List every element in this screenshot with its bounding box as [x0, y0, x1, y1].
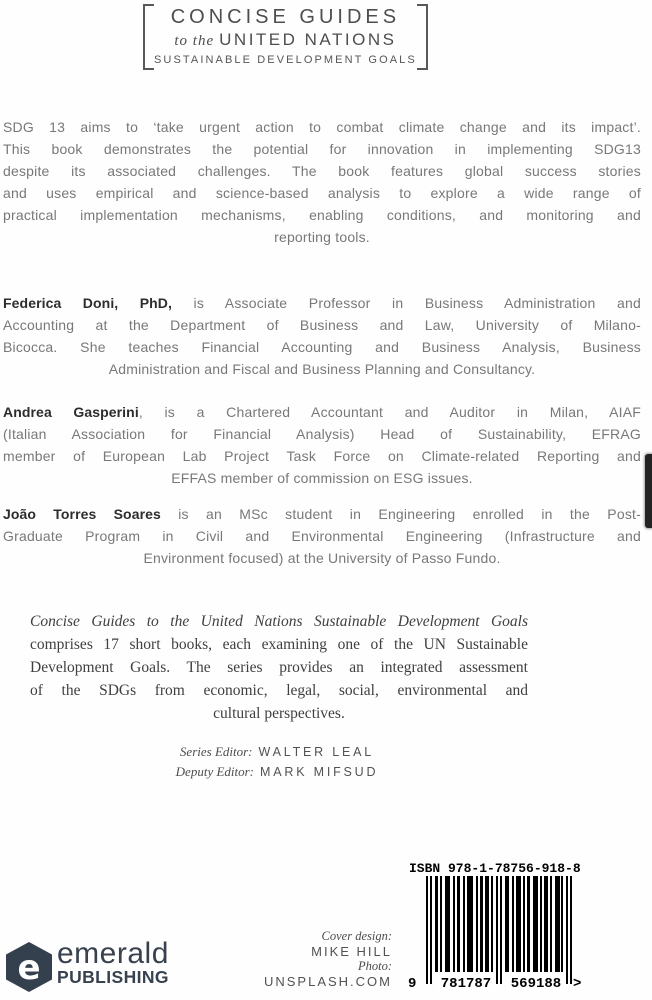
- series-line: cultural perspectives.: [213, 705, 345, 722]
- series-line: comprises 17 short books, each examining one of the UN Sustainable: [30, 636, 528, 653]
- author-bio-federica-doni: [3, 292, 641, 380]
- credits-block: [252, 929, 392, 989]
- deputy-editor-name: MARK MIFSUD: [260, 765, 379, 779]
- author-name: Andrea Gasperini: [3, 404, 139, 420]
- bio-text: is Associate Professor in Business Administration and: [172, 295, 641, 311]
- series-line: Development Goals. The series provides an integrated assessment: [30, 659, 528, 676]
- bio-text: is an MSc student in Engineering enrolled in the Post-: [160, 506, 641, 522]
- editors-block: [27, 742, 527, 782]
- blurb-line: This book demonstrates the potential for innovation in implementing SDG13: [3, 141, 641, 157]
- deputy-editor-row: [27, 762, 527, 782]
- barcode-digits-left: 781787: [437, 976, 495, 992]
- series-title-italic: Concise Guides to the United Nations Sustainable Development Goals: [30, 613, 528, 630]
- author-name: João Torres Soares: [3, 506, 161, 522]
- series-description: [30, 610, 528, 725]
- author-name: Federica Doni, PhD,: [3, 295, 173, 311]
- series-logo-subtitle-italic: to the: [174, 33, 215, 49]
- author-bio-joao-torres-soares: [3, 503, 641, 569]
- deputy-editor-label: Deputy Editor:: [175, 764, 255, 779]
- emerald-hexagon-logo-icon: [6, 942, 52, 997]
- bio-line: Graduate Program in Civil and Environmental Engineering (Infrastructure and: [3, 528, 641, 544]
- photo-label: Photo:: [357, 959, 392, 973]
- bio-line: [3, 292, 641, 314]
- barcode-digit-lead: 9: [408, 976, 417, 992]
- publisher-name: emerald: [57, 937, 169, 970]
- blurb-line: and uses empirical and science-based analysis to explore a wide range of: [3, 185, 641, 201]
- blurb-line: despite its associated challenges. The book features global success stories: [3, 163, 641, 179]
- series-line: of the SDGs from economic, legal, social, environmental and: [30, 682, 528, 699]
- author-bio-andrea-gasperini: [3, 401, 641, 489]
- bio-line: Bicocca. She teaches Financial Accounting and Business Analysis, Business: [3, 339, 641, 355]
- bio-line: member of European Lab Project Task Force on Climate-related Reporting and: [3, 448, 641, 464]
- bio-line: EFFAS member of commission on ESG issues.: [171, 470, 473, 486]
- bio-line: [3, 401, 641, 423]
- isbn-number: ISBN 978-1-78756-918-8: [409, 861, 581, 876]
- series-logo-title: CONCISE GUIDES: [170, 6, 401, 28]
- series-editor-row: [27, 742, 527, 762]
- publisher-wordmark: [57, 939, 169, 986]
- photo-name: UNSPLASH.COM: [263, 974, 392, 989]
- svg-text:e: e: [17, 948, 41, 988]
- bio-text: , is a Chartered Accountant and Auditor in Milan, AIAF: [138, 404, 641, 420]
- bio-line: Administration and Fiscal and Business Planning and Consultancy.: [108, 361, 536, 377]
- barcode-digits-right: 569188: [507, 976, 565, 992]
- cover-design-name: MIKE HILL: [311, 944, 392, 959]
- bio-line: (Italian Association for Financial Analysis) Head of Sustainability, EFRAG: [3, 426, 641, 442]
- series-logo-subtitle-caps: UNITED NATIONS: [219, 30, 397, 49]
- blurb-line: practical implementation mechanisms, enabling conditions, and monitoring and: [3, 207, 641, 223]
- blurb-line: reporting tools.: [274, 229, 370, 245]
- right-bracket-icon: [417, 4, 428, 70]
- series-logo: [143, 4, 417, 70]
- barcode-arrow: >: [573, 976, 582, 992]
- photo-edge-artifact: [645, 454, 652, 528]
- series-editor-label: Series Editor:: [179, 744, 253, 759]
- publisher-name-caps: PUBLISHING: [57, 967, 169, 987]
- blurb-line: SDG 13 aims to ‘take urgent action to combat climate change and its impact’.: [3, 119, 641, 135]
- left-bracket-icon: [143, 4, 154, 70]
- cover-design-label: Cover design:: [321, 929, 392, 943]
- book-blurb: [3, 116, 641, 248]
- series-editor-name: WALTER LEAL: [258, 745, 375, 759]
- bio-line: Accounting at the Department of Business and Law, University of Milano-: [3, 317, 641, 333]
- series-logo-tagline: SUSTAINABLE DEVELOPMENT GOALS: [154, 54, 417, 66]
- series-logo-subtitle: [174, 31, 396, 50]
- bio-line: Environment focused) at the University of Passo Fundo.: [143, 550, 501, 566]
- bio-line: [3, 503, 641, 525]
